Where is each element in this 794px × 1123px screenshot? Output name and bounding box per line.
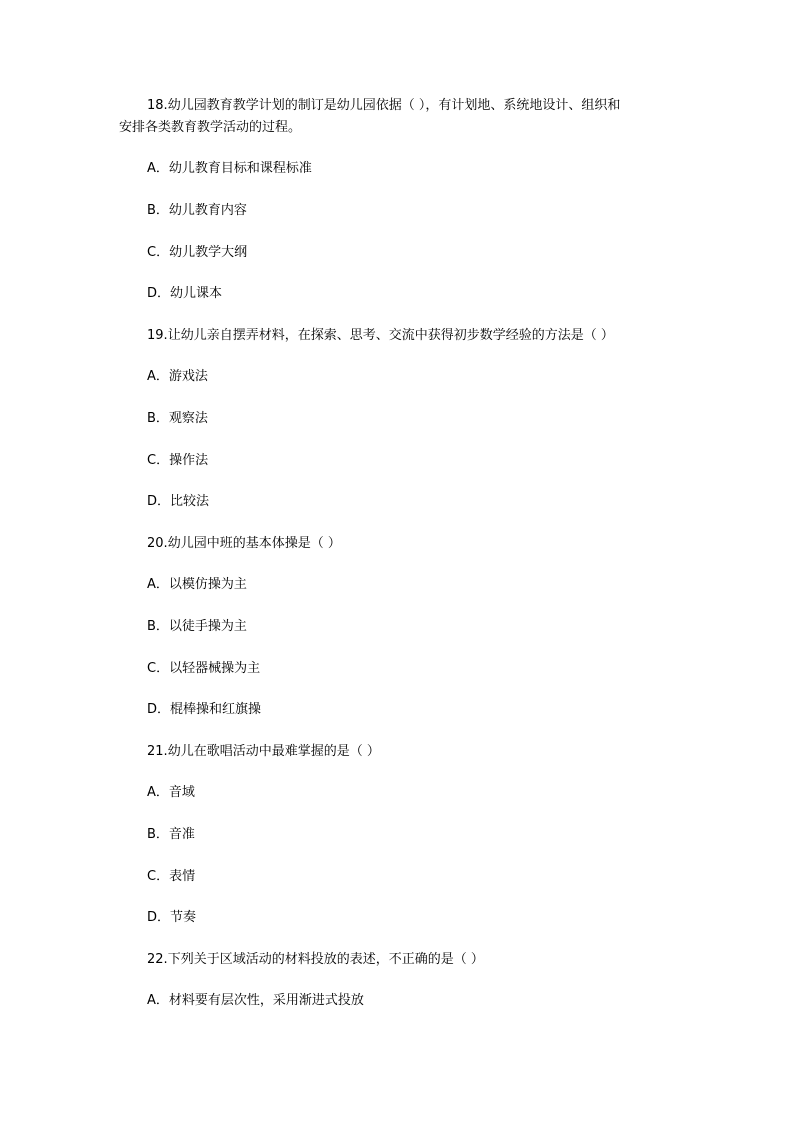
question-number: 22. <box>147 952 168 967</box>
question-text: 让幼儿亲自摆弄材料，在探索、思考、交流中获得初步数学经验的方法是（ ） <box>167 328 614 343</box>
question-18-option-b: B．幼儿教育内容 <box>147 203 247 218</box>
question-20-option-c: C．以轻器械操为主 <box>147 661 261 676</box>
question-19-stem <box>147 326 614 346</box>
question-18-option-a: A．幼儿教育目标和课程标准 <box>147 161 312 176</box>
question-19-option-c: C．操作法 <box>147 453 209 468</box>
question-number: 19. <box>147 328 168 343</box>
question-21-option-a: A．音域 <box>147 785 195 800</box>
question-text: 幼儿园教育教学计划的制订是幼儿园依据（ ），有计划地、系统地设计、组织和 <box>167 98 621 113</box>
question-20-option-d: D．棍棒操和红旗操 <box>147 702 262 717</box>
question-text: 幼儿园中班的基本体操是（ ） <box>167 536 341 551</box>
question-18-stem-continued: 安排各类教育教学活动的过程。 <box>119 120 302 135</box>
question-19-option-d: D．比较法 <box>147 494 210 509</box>
question-20-stem <box>147 534 341 554</box>
question-number: 18. <box>147 98 168 113</box>
question-21-option-d: D．节奏 <box>147 910 197 925</box>
question-22-stem <box>147 950 484 970</box>
question-18-option-c: C．幼儿教学大纲 <box>147 245 248 260</box>
question-number: 20. <box>147 536 168 551</box>
question-text: 下列关于区域活动的材料投放的表述，不正确的是（ ） <box>167 952 484 967</box>
question-19-option-b: B．观察法 <box>147 411 208 426</box>
question-18-stem <box>147 96 620 116</box>
question-22-option-a: A．材料要有层次性，采用渐进式投放 <box>147 993 364 1008</box>
question-21-option-b: B．音准 <box>147 827 195 842</box>
question-21-option-c: C．表情 <box>147 869 196 884</box>
question-18-option-d: D．幼儿课本 <box>147 286 223 301</box>
question-21-stem <box>147 742 380 762</box>
question-text: 幼儿在歌唱活动中最难掌握的是（ ） <box>167 744 380 759</box>
question-number: 21. <box>147 744 168 759</box>
question-20-option-a: A．以模仿操为主 <box>147 577 247 592</box>
question-19-option-a: A．游戏法 <box>147 369 208 384</box>
question-20-option-b: B．以徒手操为主 <box>147 619 247 634</box>
